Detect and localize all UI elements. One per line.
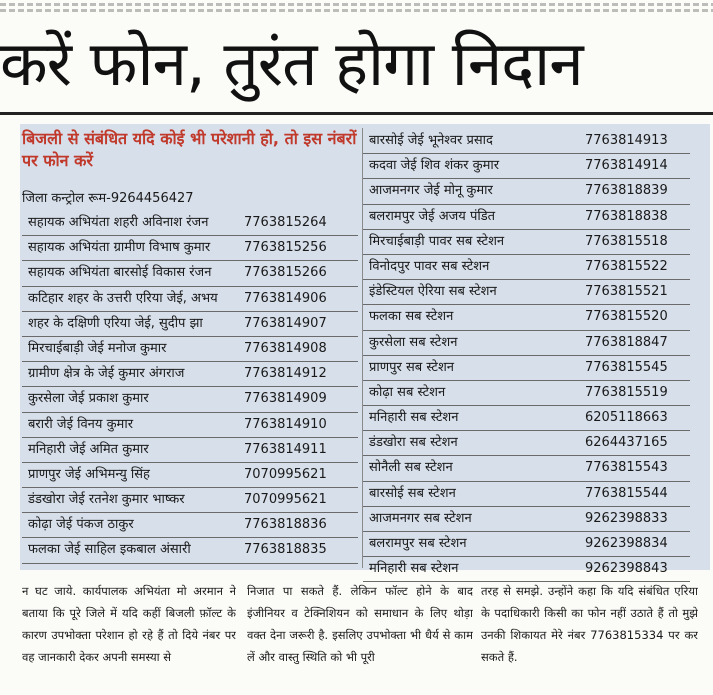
contact-name: कोढ़ा जेई पंकज ठाकुर	[28, 517, 134, 533]
contact-number: 7763815544	[585, 485, 668, 501]
contact-name: मिरचाईबाड़ी जेई मनोज कुमार	[28, 340, 167, 356]
contact-name: बलरामपुर सब स्टेशन	[369, 536, 467, 551]
contact-number: 7763814908	[244, 340, 327, 356]
contact-row	[363, 356, 690, 381]
contact-number: 7763815520	[585, 309, 668, 325]
contact-name: प्राणपुर जेई अभिमन्यु सिंह	[28, 466, 150, 482]
contact-row	[363, 179, 690, 204]
contact-name: ग्रामीण क्षेत्र के जेई कुमार अंगराज	[28, 366, 185, 382]
body-column-1	[22, 580, 236, 692]
contact-row	[363, 431, 690, 456]
contact-name: मनिहारी सब स्टेशन	[369, 410, 459, 426]
contact-name: कोढ़ा सब स्टेशन	[369, 384, 446, 400]
headline-divider	[0, 112, 713, 115]
contact-row	[22, 488, 358, 513]
contact-row	[363, 507, 690, 532]
contact-number: 7763818847	[585, 334, 668, 350]
contact-number: 6264437165	[585, 435, 668, 451]
contact-number: 7070995621	[244, 492, 327, 508]
contact-number: 7763818835	[244, 542, 327, 558]
contact-row	[363, 406, 690, 431]
contact-row	[22, 387, 358, 412]
contact-name: फलका जेई साहिल इकबाल अंसारी	[28, 542, 191, 558]
contact-number: 7763815543	[585, 460, 668, 476]
contact-name: आजमनगर जेई मोनू कुमार	[369, 183, 493, 199]
contact-number: 7763815522	[585, 258, 668, 274]
contact-row	[22, 211, 358, 236]
contact-number: 7763818839	[585, 183, 668, 199]
contact-row	[22, 312, 358, 337]
contact-name: बारसोई जेई भूनेश्वर प्रसाद	[369, 133, 493, 148]
contact-row	[363, 482, 690, 507]
contact-number: 7763814910	[244, 416, 327, 432]
contact-number: 7763815256	[244, 240, 327, 256]
contact-name: फलका सब स्टेशन	[369, 309, 454, 325]
contact-name: इंडेस्टियल ऐरिया सब स्टेशन	[369, 284, 497, 300]
contact-name: मनिहारी जेई अमित कुमार	[28, 441, 149, 457]
contact-name: सोनैली सब स्टेशन	[369, 460, 453, 476]
contact-row	[363, 331, 690, 356]
contact-number: 7763814909	[244, 391, 327, 407]
contact-row	[22, 413, 358, 438]
contact-name: सहायक अभियंता बारसोई विकास रंजन	[28, 265, 212, 281]
contact-number: 7763815519	[585, 384, 668, 400]
contact-number: 9262398834	[585, 536, 668, 551]
contact-number: 7763815266	[244, 265, 327, 281]
contact-number: 7763818836	[244, 517, 327, 533]
body-column-3	[481, 580, 698, 692]
headline: करें फोन, तुरंत होगा निदान	[0, 27, 583, 100]
contact-row	[22, 287, 358, 312]
contact-row	[22, 362, 358, 387]
contact-row	[363, 456, 690, 481]
body-paragraph: न घट जाये. कार्यपालक अभियंता मो अरमान ने बताया कि पूरे जिले में यदि कहीं बिजली फ़ॉल्ट के कारण उपभोक्ता परेशान हो रहे हैं तो दिये नंबर पर वह जानकारी देकर अपनी समस्या से	[22, 584, 236, 664]
right-contacts-list	[363, 129, 690, 582]
intro-box	[22, 128, 357, 172]
contact-name: बरारी जेई विनय कुमार	[28, 416, 134, 432]
contact-row	[363, 255, 690, 280]
contact-row	[363, 305, 690, 330]
contact-name: बारसोई सब स्टेशन	[369, 485, 456, 501]
contact-number: 7763814906	[244, 290, 327, 306]
contact-row	[363, 154, 690, 179]
contact-name: शहर के दक्षिणी एरिया जेई, सुदीप झा	[28, 315, 203, 331]
contact-name: डंडखोरा जेई रतनेश कुमार भाष्कर	[28, 492, 185, 508]
control-room-line: जिला कन्ट्रोल रूम-9264456427	[22, 191, 194, 206]
contact-name: मिरचाईबाड़ी पावर सब स्टेशन	[369, 233, 505, 249]
contact-name: कटिहार शहर के उत्तरी एरिया जेई, अभय	[28, 290, 218, 306]
contact-name: सहायक अभियंता ग्रामीण विभाष कुमार	[28, 240, 211, 256]
contact-row	[363, 129, 690, 154]
intro-question: बिजली से संबंधित यदि कोई भी परेशानी हो, तो इस नंबरों पर फोन करें	[22, 129, 357, 170]
contact-name: डंडखोरा सब स्टेशन	[369, 435, 458, 451]
contact-number: 7763814911	[244, 441, 327, 457]
contact-name: मनिहारी सब स्टेशन	[369, 561, 459, 577]
body-paragraph: तरह से समझे. उन्होंने कहा कि यदि संबंधित एरिया के पदाधिकारी किसी का फोन नहीं उठाते हैं तो मुझे उनकी शिकायत मेरे नंबर 7763815334 पर कर सकते हैं.	[481, 584, 698, 664]
left-contacts-list	[22, 211, 358, 564]
contact-row	[22, 513, 358, 538]
contact-number: 9262398833	[585, 510, 668, 526]
contact-row	[22, 463, 358, 488]
contact-name: विनोदपुर पावर सब स्टेशन	[369, 258, 490, 274]
contact-row	[363, 205, 690, 230]
body-paragraph: निजात पा सकते हैं. लेकिन फॉल्ट होने के बाद इंजीनियर व टेक्निशियन को समाधान के लिए थोड़ा वक्त देना जरूरी है. इसलिए उपभोक्ता भी धैर्य से काम लें और वास्तु स्थिति को भी पूरी	[247, 584, 473, 664]
contact-name: कुरसेला जेई प्रकाश कुमार	[28, 391, 149, 407]
contact-row	[363, 557, 690, 582]
contact-number: 6205118663	[585, 410, 668, 426]
contact-number: 7763815521	[585, 284, 668, 300]
contact-row	[363, 230, 690, 255]
contact-row	[22, 337, 358, 362]
contact-row	[22, 236, 358, 261]
contact-row	[22, 438, 358, 463]
contact-row	[22, 538, 358, 563]
contact-number: 9262398843	[585, 561, 668, 577]
contact-number: 7763818838	[585, 208, 668, 224]
contact-name: बलरामपुर जेई अजय पंडित	[369, 208, 496, 224]
contact-number: 7763814907	[244, 315, 327, 331]
contact-name: कदवा जेई शिव शंकर कुमार	[369, 158, 500, 174]
body-column-2	[247, 580, 473, 692]
contact-number: 7763815264	[244, 215, 327, 230]
contact-name: आजमनगर सब स्टेशन	[369, 510, 472, 526]
contact-row	[363, 532, 690, 557]
contact-number: 7763815518	[585, 233, 668, 249]
contact-name: कुरसेला सब स्टेशन	[369, 334, 458, 350]
contact-number: 7763814914	[585, 158, 668, 174]
contact-row	[22, 261, 358, 286]
contact-row	[363, 381, 690, 406]
contact-name: सहायक अभियंता शहरी अविनाश रंजन	[28, 215, 209, 230]
contact-name: प्राणपुर सब स्टेशन	[369, 359, 455, 375]
contact-number: 7763814913	[585, 133, 668, 148]
contact-number: 7763814912	[244, 366, 327, 382]
contact-number: 7763815545	[585, 359, 668, 375]
previous-article-strip	[0, 0, 713, 14]
contact-row	[363, 280, 690, 305]
contact-number: 7070995621	[244, 466, 327, 482]
